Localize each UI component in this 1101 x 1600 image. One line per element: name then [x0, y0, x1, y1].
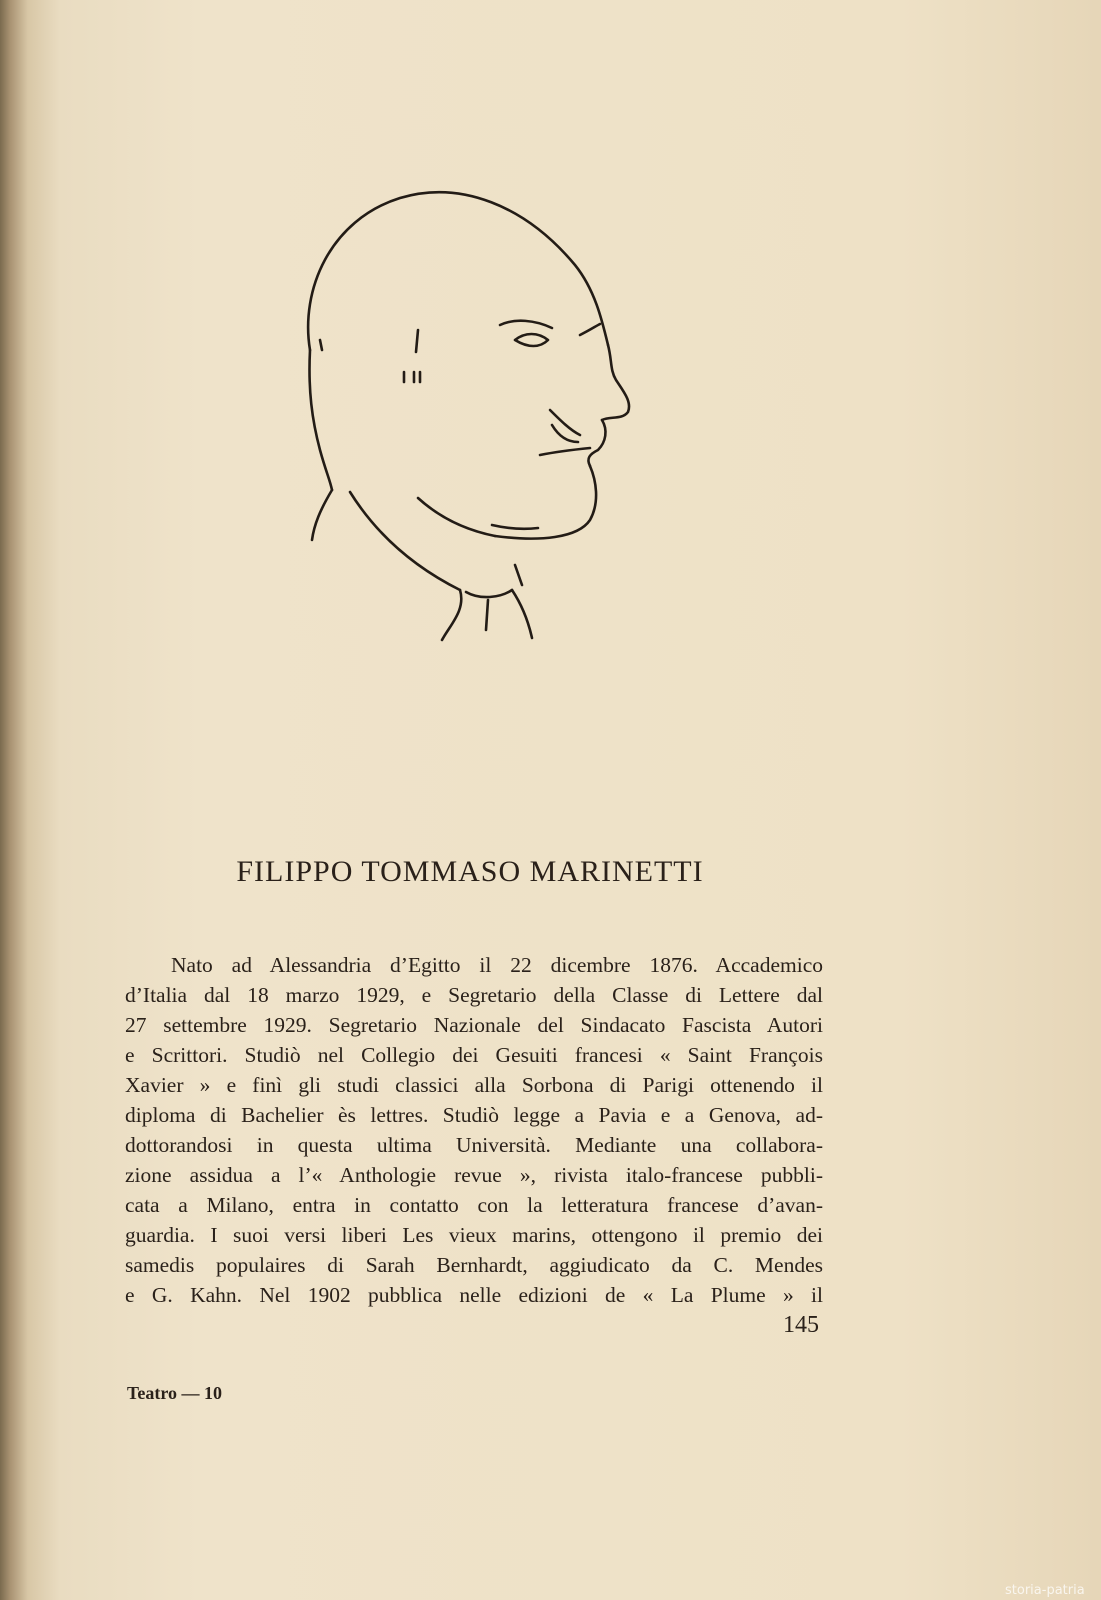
text-line: cata a Milano, entra in contatto con la letteratura francese d’avan-	[125, 1193, 823, 1217]
text-line: samedis populaires di Sarah Bernhardt, aggiudicato da C. Mendes	[125, 1253, 823, 1277]
text-line: dottorandosi in questa ultima Università. Mediante una collabora-	[125, 1133, 823, 1157]
text-line: Xavier » e finì gli studi classici alla Sorbona di Parigi ottenendo il	[125, 1073, 823, 1097]
text-line: e G. Kahn. Nel 1902 pubblica nelle edizioni de « La Plume » il	[125, 1283, 823, 1307]
section-signature: Teatro — 10	[127, 1383, 223, 1403]
page-number: 145	[783, 1312, 819, 1338]
watermark: storia-patria	[1005, 1583, 1085, 1598]
text-line: guardia. I suoi versi liberi Les vieux marins, ottengono il premio dei	[125, 1223, 823, 1247]
article-title: FILIPPO TOMMASO MARINETTI	[236, 855, 704, 888]
text-line: zione assidua a l’« Anthologie revue », rivista italo-francese pubbli-	[125, 1163, 823, 1187]
text-line: 27 settembre 1929. Segretario Nazionale del Sindacato Fascista Autori	[125, 1013, 823, 1037]
text-line: e Scrittori. Studiò nel Collegio dei Gesuiti francesi « Saint François	[125, 1043, 823, 1067]
portrait-illustration	[290, 180, 650, 650]
text-line: diploma di Bachelier ès lettres. Studiò legge a Pavia e a Genova, ad-	[125, 1103, 823, 1127]
text-line: d’Italia dal 18 marzo 1929, e Segretario della Classe di Lettere dal	[125, 983, 823, 1007]
biography-text	[125, 950, 823, 1310]
text-line: Nato ad Alessandria d’Egitto il 22 dicembre 1876. Accademico	[171, 953, 823, 977]
